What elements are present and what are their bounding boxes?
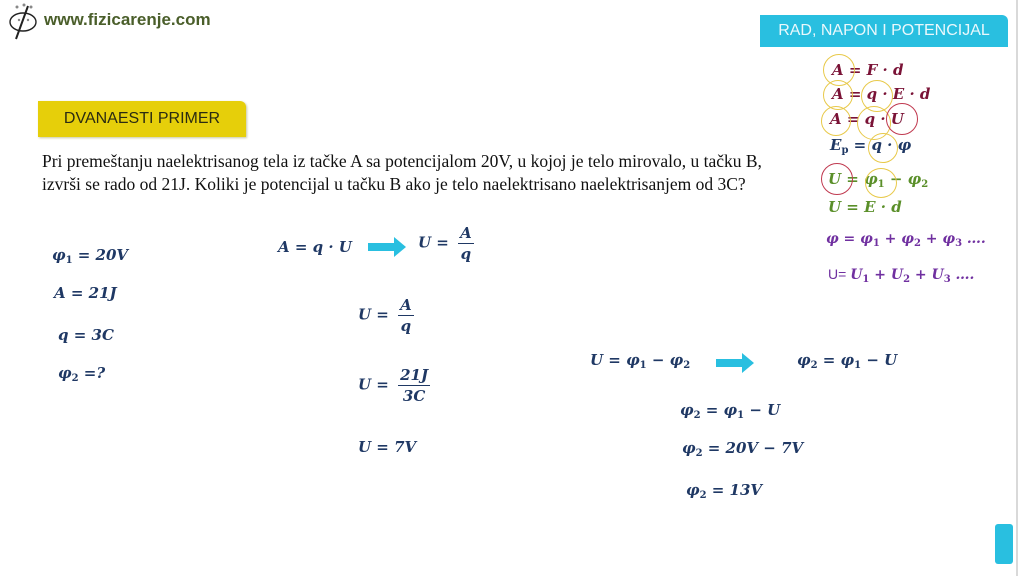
phi2-step-1: $\varphi_2 = \varphi_1 - U$ [680,401,781,421]
formula-work-force: A = F · d [832,61,904,79]
highlight-circle-red [821,163,853,195]
formula-potential-sum: $\varphi = \varphi_1 + \varphi_2 + \varphi_3$ …. [826,231,986,249]
voltage-result: U = 7V [358,438,417,456]
highlight-circle [865,168,897,198]
voltage-formula: U = $\frac{A}{q}$ [418,224,472,263]
formula-work-voltage: A = q · U [830,110,904,128]
formula-potential-energy: $E_p = q \cdot \varphi$ [830,136,912,156]
potential-difference-formula: $U = \varphi_1 - \varphi_2$ [590,351,691,371]
formula-voltage-sum: $U= U_1 + U_2 + U_3$ …. [828,266,975,285]
highlight-circle-red [886,103,918,135]
given-phi2: $\varphi_2$ =? [58,364,106,384]
slide-nav-handle[interactable] [995,524,1013,564]
site-name[interactable]: www.fizicarenje.com [44,10,211,29]
problem-text: Pri premeštanju naelektrisanog tela iz tačke A sa potencijalom 20V, u kojoj je telo mirovalo, u tačku B, izvrši se rado od 21J. Koliki je potencijal u tačku B ako je telo naelektrisano naelektrisanjem od 3C? [42,151,762,194]
voltage-step-2: U = $\frac{21J}{3C}$ [358,366,429,405]
phi2-step-2: $\varphi_2 = 20V - 7V$ [682,439,804,459]
highlight-circle [868,133,898,163]
formula-work-field: A = q · E · d [832,85,931,103]
arrow-right-icon [368,237,406,257]
phi2-result: $\varphi_2 = 13V$ [686,481,763,501]
given-phi1: $\varphi_1 = 20V$ [52,246,129,266]
formula-voltage-field: U = E · d [828,198,902,216]
topic-banner [760,15,1008,47]
slide-border [1016,0,1018,576]
work-formula: A = q · U [278,238,352,256]
arrow-right-icon [716,353,754,373]
formula-voltage-potential: $U = \varphi_1 - \varphi_2$ [828,170,929,190]
given-charge: q = 3C [58,326,114,344]
example-banner [38,101,246,137]
highlight-circle [821,106,851,136]
phi2-formula: $\varphi_2 = \varphi_1 - U$ [797,351,898,371]
given-work: A = 21J [54,284,117,302]
example-label: DVANAESTI PRIMER [63,110,221,127]
topic-label: RAD, NAPON I POTENCIJAL [778,22,990,39]
phi-logo-icon [6,2,42,40]
voltage-step-1: U = $\frac{A}{q}$ [358,296,412,335]
